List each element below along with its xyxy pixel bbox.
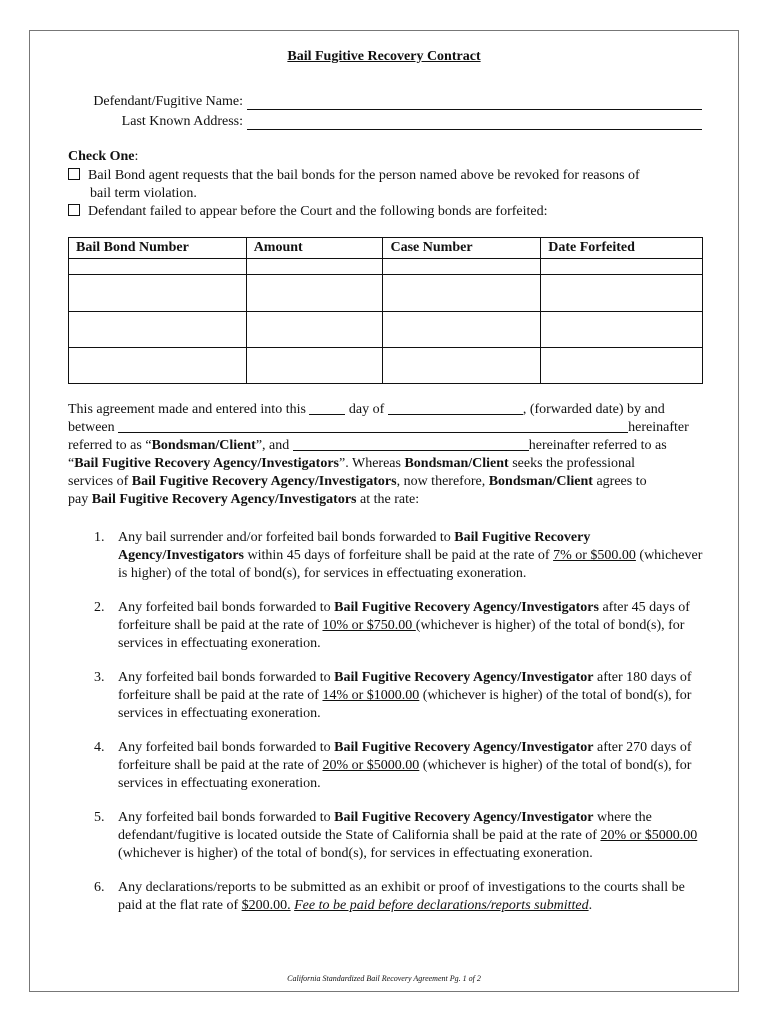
- option-revoke: Bail Bond agent requests that the bail bonds for the person named above be revoked for reasons of bail term violation.: [68, 167, 708, 203]
- table-cell[interactable]: [383, 259, 541, 275]
- agreement-line-5: services of Bail Fugitive Recovery Agency/Investigators, now therefore, Bondsman/Client agrees to: [68, 474, 647, 489]
- col-amount: Amount: [246, 238, 383, 259]
- list-item: 1. Any bail surrender and/or forfeited bail bonds forwarded to Bail Fugitive Recovery Agency/Investigators within 45 days of forfeiture shall be paid at the rate of 7% or $500.00 (whichever is higher) of the total of bond(s), for services in effectuating exoneration.: [94, 530, 703, 581]
- table-cell[interactable]: [541, 275, 703, 312]
- defendant-name-row: [30, 94, 243, 112]
- forfeit-checkbox[interactable]: [68, 204, 80, 216]
- table-row: [69, 275, 703, 312]
- defendant-name-label: Defendant/Fugitive Name:: [93, 94, 243, 109]
- month-input[interactable]: [388, 401, 523, 415]
- list-item: 3. Any forfeited bail bonds forwarded to Bail Fugitive Recovery Agency/Investigator after 180 days of forfeiture shall be paid at the rate of 14% or $1000.00 (whichever is higher) of the total of bond(s), for services in effectuating exoneration.: [94, 670, 692, 721]
- list-item: 2. Any forfeited bail bonds forwarded to Bail Fugitive Recovery Agency/Investigators after 45 days of forfeiture shall be paid at the rate of 10% or $750.00 (whichever is higher) of the total of bond(s), for services in effectuating exoneration.: [94, 600, 690, 651]
- table-cell[interactable]: [541, 259, 703, 275]
- table-cell[interactable]: [246, 348, 383, 384]
- table-cell[interactable]: [69, 275, 247, 312]
- list-item: 6. Any declarations/reports to be submitted as an exhibit or proof of investigations to the courts shall be paid at the flat rate of $200.00. Fee to be paid before declarations/reports submitted.: [94, 880, 685, 913]
- table-cell[interactable]: [246, 275, 383, 312]
- document-page: [29, 30, 739, 992]
- check-one-heading: Check One:: [68, 149, 139, 164]
- table-cell[interactable]: [69, 259, 247, 275]
- agreement-line-1: This agreement made and entered into this day of , (forwarded date) by and: [68, 402, 665, 417]
- day-input[interactable]: [309, 401, 345, 415]
- option-revoke-cont: bail term violation.: [90, 186, 197, 201]
- rate-terms-list: [68, 529, 708, 931]
- bonds-table: [68, 237, 703, 384]
- col-bond-number: Bail Bond Number: [69, 238, 247, 259]
- address-label: Last Known Address:: [121, 114, 243, 129]
- table-cell[interactable]: [69, 312, 247, 348]
- page-footer: California Standardized Bail Recovery Agreement Pg. 1 of 2: [287, 974, 481, 983]
- option-forfeit: Defendant failed to appear before the Court and the following bonds are forfeited:: [68, 203, 708, 221]
- table-row: [69, 259, 703, 275]
- col-case-number: Case Number: [383, 238, 541, 259]
- table-row: [69, 312, 703, 348]
- bondsman-name-input[interactable]: [118, 419, 628, 433]
- table-cell[interactable]: [541, 348, 703, 384]
- table-cell[interactable]: [383, 348, 541, 384]
- table-cell[interactable]: [383, 312, 541, 348]
- list-item: 5. Any forfeited bail bonds forwarded to Bail Fugitive Recovery Agency/Investigator where the defendant/fugitive is located outside the State of California shall be paid at the rate of 20% or $5000.00 (whichever is higher) of the total of bond(s), for services in effectuating exoneration.: [94, 810, 698, 861]
- agreement-line-4: “Bail Fugitive Recovery Agency/Investigators”. Whereas Bondsman/Client seeks the professional: [68, 456, 636, 471]
- agreement-line-3: referred to as “Bondsman/Client”, and hereinafter referred to as: [68, 438, 667, 453]
- address-row: [30, 114, 243, 132]
- col-date-forfeited: Date Forfeited: [541, 238, 703, 259]
- agreement-paragraph: [68, 401, 708, 509]
- table-header-row: [69, 238, 703, 259]
- table-row: [69, 348, 703, 384]
- defendant-name-input[interactable]: [247, 95, 702, 110]
- table-cell[interactable]: [69, 348, 247, 384]
- agreement-line-2: between hereinafter: [68, 420, 689, 435]
- revoke-checkbox[interactable]: [68, 168, 80, 180]
- list-item: 4. Any forfeited bail bonds forwarded to Bail Fugitive Recovery Agency/Investigator after 270 days of forfeiture shall be paid at the rate of 20% or $5000.00 (whichever is higher) of the total of bond(s), for services in effectuating exoneration.: [94, 740, 692, 791]
- agency-name-input[interactable]: [293, 437, 529, 451]
- table-cell[interactable]: [383, 275, 541, 312]
- page-title: Bail Fugitive Recovery Contract: [287, 49, 481, 64]
- table-cell[interactable]: [246, 259, 383, 275]
- agreement-line-6: pay Bail Fugitive Recovery Agency/Investigators at the rate:: [68, 492, 420, 507]
- table-cell[interactable]: [246, 312, 383, 348]
- table-cell[interactable]: [541, 312, 703, 348]
- address-input[interactable]: [247, 115, 702, 130]
